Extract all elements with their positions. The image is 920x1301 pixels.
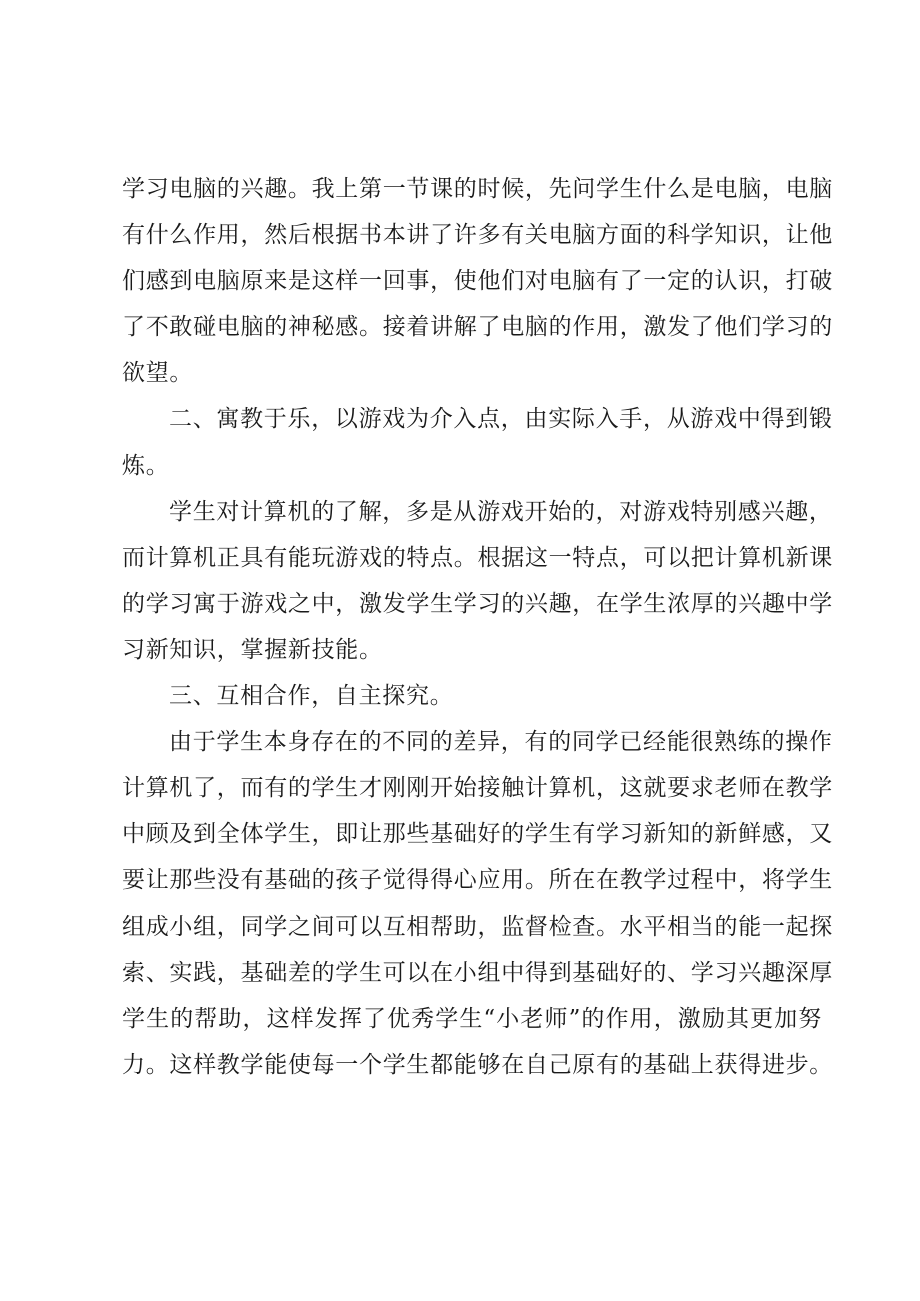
- text-line: 由于学生本身存在的不同的差异，有的同学已经能很熟练的操作: [169, 729, 833, 756]
- text-line: 了不敢碰电脑的神秘感。接着讲解了电脑的作用，激发了他们学习的: [122, 314, 833, 341]
- text-line: 习新知识，掌握新技能。: [122, 636, 383, 663]
- text-line: 有什么作用，然后根据书本讲了许多有关电脑方面的科学知识，让他: [122, 222, 833, 249]
- text-line: 中顾及到全体学生，即让那些基础好的学生有学习新知的新鲜感，又: [122, 821, 833, 848]
- document-body: [122, 166, 833, 1088]
- text-line: 欲望。: [122, 360, 194, 387]
- text-line: 索、实践，基础差的学生可以在小组中得到基础好的、学习兴趣深厚: [122, 959, 833, 986]
- section-heading-line: 炼。: [122, 452, 170, 479]
- text-line: 要让那些没有基础的孩子觉得得心应用。所在在教学过程中，将学生: [122, 867, 833, 894]
- text-line: 学习电脑的兴趣。我上第一节课的时候，先问学生什么是电脑，电脑: [122, 176, 833, 202]
- section-heading-line: 二、寓教于乐，以游戏为介入点，由实际入手，从游戏中得到锻: [169, 406, 833, 433]
- text-line: 学生的帮助，这样发挥了优秀学生“小老师”的作用，激励其更加努: [122, 1005, 822, 1032]
- text-line: 们感到电脑原来是这样一回事，使他们对电脑有了一定的认识，打破: [122, 268, 833, 295]
- text-line: 组成小组，同学之间可以互相帮助，监督检查。水平相当的能一起探: [122, 913, 833, 940]
- text-line: 计算机了，而有的学生才刚刚开始接触计算机，这就要求老师在教学: [122, 775, 833, 802]
- text-line: 学生对计算机的了解，多是从游戏开始的，对游戏特别感兴趣，: [169, 498, 833, 525]
- text-line: 的学习寓于游戏之中，激发学生学习的兴趣，在学生浓厚的兴趣中学: [122, 590, 833, 617]
- text-line: 而计算机正具有能玩游戏的特点。根据这一特点，可以把计算机新课: [122, 544, 833, 571]
- section-heading-line: 三、互相合作，自主探究。: [169, 683, 454, 710]
- text-line: 力。这样教学能使每一个学生都能够在自己原有的基础上获得进步。: [122, 1051, 833, 1078]
